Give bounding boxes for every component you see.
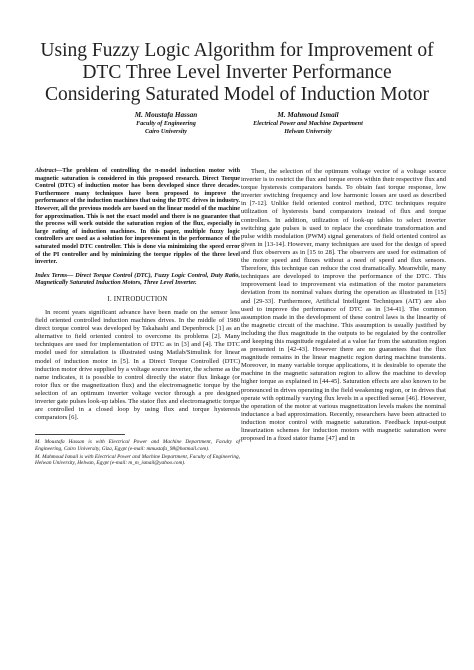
paper-title: Using Fuzzy Logic Algorithm for Improvement of DTC Three Level Inverter Performance Considering Saturated Model of Induction Motor <box>40 40 434 105</box>
section-heading: I. INTRODUCTION <box>107 295 168 303</box>
author-name: M. Moustafa Hassan <box>134 111 198 119</box>
intro-body <box>35 309 240 422</box>
author-block <box>0 111 474 151</box>
index-terms-label: Index Terms <box>35 272 68 279</box>
right-body <box>241 168 446 443</box>
author-affiliation: Electrical Power and Machine Department <box>253 120 363 127</box>
footnote-divider <box>35 434 125 435</box>
abstract-label: Abstract <box>35 168 57 174</box>
author-affiliation: Helwan University <box>284 127 332 135</box>
abstract-text: —The problem of controlling the π-model induction motor with magnetic saturation is considered in this proposed research. Direct Torque Control (DTC) of induction motor has been developed since three decades. Furthermore many techniques have been proposed to improve the performance of the induction machines that using the DTC drives in industry. However, all the previous models are based on the linear model of the machine for approximation. This is not the exact model and there is no guarantee that the process will work outside the saturation region of the flux, especially in large rating of induction machines. In this paper, multiple fuzzy logic controllers are used as a solution for improvement in the performance of the saturated model DTC controller. This is done via minimizing the speed error of the PI controller and by minimizing the torque ripples of the three level inverter. <box>35 168 240 266</box>
author-affiliation: Cairo University <box>144 127 188 135</box>
footnote-2: M. Mahmoud Ismail is with Electrical Power and Machine Department, Faculty of Engineering, Helwan University, Helwan, Egypt (e-mail: m_m_ismail@yahoo.com). <box>35 453 240 467</box>
abstract <box>35 168 240 267</box>
footnotes <box>35 439 240 466</box>
left-column <box>35 168 240 467</box>
right-column <box>241 168 446 443</box>
right-column-paragraph: Then, the selection of the optimum voltage vector of a voltage source inverter is to restrict the flux and torque errors within their respective flux and torque hysteresis comparators bands. To obtain fast torque response, low inverter switching frequency and low harmonic losses are used as described in [7-12]. Unlike field oriented control method, DTC techniques require utilization of hysteresis band comparators instead of flux and torque controllers. In addition, utilization of look-up tables to select inverter switching gate pulses is used to replace the coordinate transformation and pulse width modulation (PWM) signal generators of field oriented control as given in [13-14]. However, many techniques are used for the design of speed and flux observers as in [15 to 28]. The observers are used for estimation of the motor speed and fluxes without a need of speed and flux sensors. Therefore, this technique can reduce the cost dramatically. Meanwhile, many techniques are developed to improve the performance of the DTC. This improvement lead to improvement via estimation of the motor parameters deviation from its nominal values during the operation as illustrated in [15] and [29-33]. Furthermore, Artificial Intelligent Techniques (AIT) are also used to improve the performance of DTC as in [34-41]. The common assumption made in the development of these control laws is the linearity of the magnetic circuit of the machine. This assumption is usually justified by including the flux magnitude in the outputs to be regulated by the controller and keeping this magnitude regulated at a value far from the saturation region as presented in [42-43]. However there are no guarantees that the flux magnitude remains in the linear magnetic region during machine transients. Moreover, in many variable torque applications, it is desirable to operate the machine in the magnetic saturation region to allow the machine to develop higher torque as explained in [44-45]. Saturation effects are also known to be pronounced in drives operating in the field weakening region, or in drives that operate with optimally varying flux levels in a specified sense [46]. However, the operation of the motor at various magnetization levels makes the nominal inductance a bad approximation. Recently, researchers have been attracted to induction motor control with magnetic saturation. Feedback input-output linearization schemes for induction motors with magnetic saturation were proposed in a fixed stator frame [47] and in <box>241 168 446 443</box>
index-terms-text: — Direct Torque Control (DTC), Fuzzy Logic Control, Duty Ratio, Magnetically Saturated Induction Motors, Three Level Inverter. <box>35 272 240 287</box>
author-2 <box>208 111 408 135</box>
index-terms <box>35 273 240 288</box>
author-name: M. Mahmoud Ismail <box>277 111 339 119</box>
footnote-1: M. Moustafa Hassan is with Electrical Power and Machine Department, Faculty of Engineering, Cairo University, Giza, Egypt (e-mail: mmustafa_98@hotmail.com). <box>35 439 240 452</box>
intro-paragraph: In recent years significant advance have been made on the sensor less field oriented controlled induction machines drives. In the middle of 1980 direct torque control was developed by Takahashi and Depenbrock [1] as an alternative to field oriented control to overcome its problems [2]. Many techniques are used for implementation of DTC as in [3] and [4]. The DTC model used for simulation is illustrated using Matlab/Simulink for linear model of induction motor in [5]. In a Direct Torque Controlled (DTC) induction motor drive supplied by a voltage source inverter, the scheme as the name indicates, it is possible to control directly the stator flux linkage (or rotor flux or the magnetization flux) and the electromagnetic torque by the selection of an optimum inverter voltage vector through a pre designed inverter gate pulses look-up tables. The stator flux and electromagnetic torque are controlled in a closed loop by using flux and torque hysteresis comparators [6]. <box>35 309 240 422</box>
author-affiliation: Faculty of Engineering <box>136 120 196 127</box>
